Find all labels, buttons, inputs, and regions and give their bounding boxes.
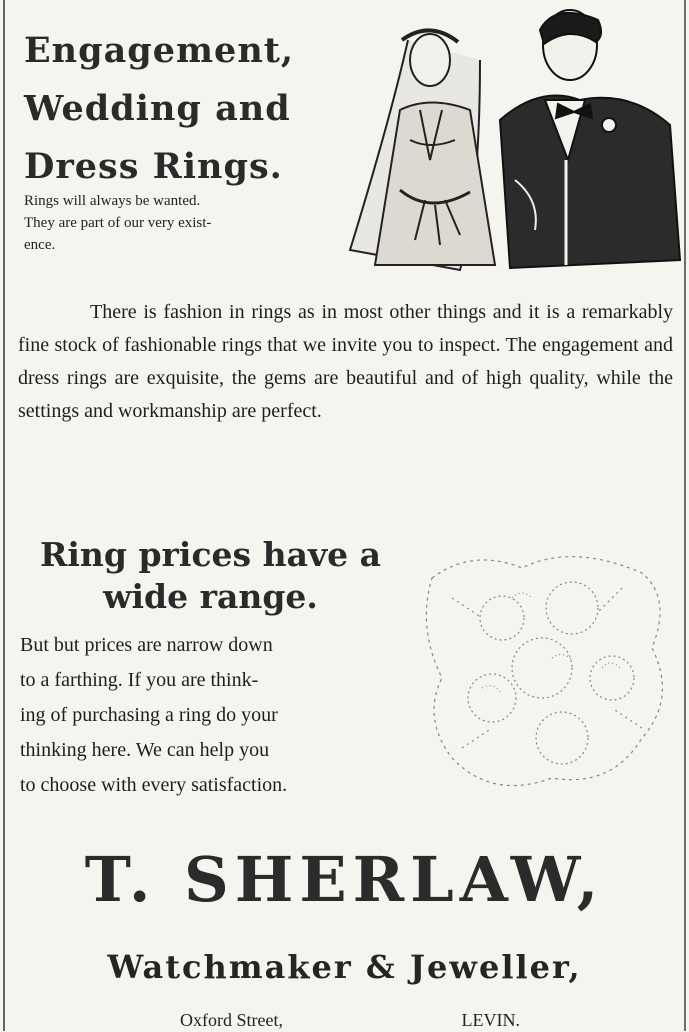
prices-body: [20, 628, 405, 803]
prices-body-line: ing of purchasing a ring do your: [20, 704, 278, 726]
headline: [24, 22, 324, 196]
subnote: [24, 190, 324, 256]
firm-address: [180, 1008, 520, 1032]
subnote-line: ence.: [24, 237, 56, 253]
headline-line: Wedding and: [24, 88, 291, 129]
prices-heading: [18, 534, 403, 618]
prices-body-line: thinking here. We can help you: [20, 739, 270, 761]
main-paragraph-text: There is fashion in rings as in most other things and it is a remarkably fine stock of fashionable rings that we invite you to inspect. The engagement and dress rings are exquisite, the gems are beautiful and of high quality, while the settings and workmanship are perfect.: [18, 301, 673, 422]
firm-name: T. SHERLAW,: [84, 843, 605, 916]
floral-bouquet-icon: [412, 538, 682, 810]
prices-body-line: to a farthing. If you are think-: [20, 669, 259, 691]
headline-line: Engagement,: [24, 30, 295, 71]
headline-line: Dress Rings.: [24, 146, 283, 187]
subnote-line: They are part of our very exist-: [24, 215, 212, 231]
prices-body-line: to choose with every satisfaction.: [20, 774, 288, 796]
prices-body-line: But but prices are narrow down: [20, 634, 273, 656]
bride-and-groom-icon: [330, 0, 686, 275]
prices-heading-line: wide range.: [103, 577, 318, 616]
prices-heading-line: Ring prices have a: [39, 535, 382, 574]
subnote-line: Rings will always be wanted.: [24, 193, 201, 209]
address-street: Oxford Street,: [180, 1010, 283, 1030]
main-paragraph: [18, 296, 673, 428]
address-town: LEVIN.: [461, 1010, 520, 1030]
firm-trade: Watchmaker & Jeweller,: [107, 948, 582, 986]
